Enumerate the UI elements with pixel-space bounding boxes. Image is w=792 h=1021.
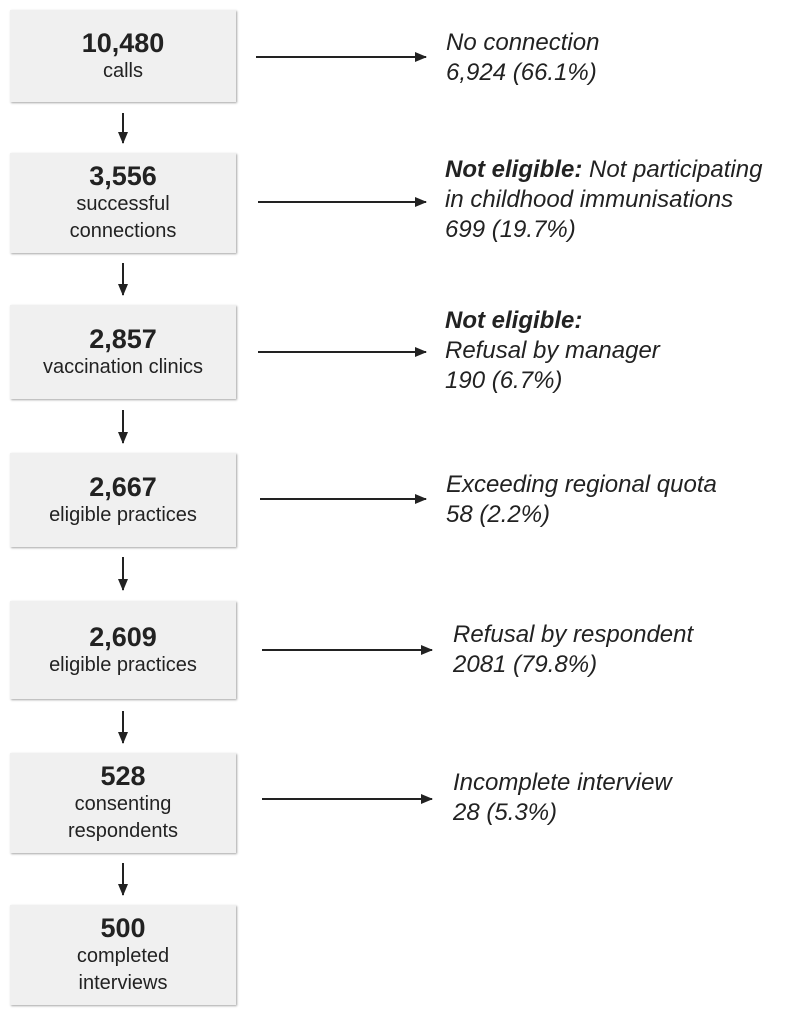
- exclusion-reason: Incomplete interview: [453, 769, 672, 796]
- exclusion-bold-prefix: Not eligible:: [445, 156, 583, 183]
- step-label: consenting: [74, 793, 172, 815]
- exclusion-reason: No connection: [446, 29, 600, 56]
- exclusion-reason: Refusal by respondent: [453, 621, 694, 648]
- exclusion-incomplete-interview: [453, 768, 672, 828]
- step-count: 528: [100, 761, 146, 791]
- step-count: 2,857: [89, 323, 157, 354]
- step-box-calls: [10, 10, 236, 102]
- exclusion-count: 6,924 (66.1%): [446, 59, 597, 86]
- step-count: 10,480: [81, 27, 165, 58]
- exclusion-reason-cont: in childhood immunisations: [445, 186, 734, 213]
- exclusion-count: 2081 (79.8%): [453, 651, 598, 678]
- step-label: connections: [69, 220, 177, 242]
- exclusion-count: 699 (19.7%): [445, 216, 576, 243]
- exclusion-regional-quota: [446, 470, 717, 530]
- step-label: calls: [102, 59, 143, 82]
- step-label: eligible practices: [49, 653, 197, 676]
- step-box-completed-interviews: [10, 905, 236, 1005]
- step-box-eligible-practices-2: [10, 601, 236, 699]
- step-box-consenting-respondents: [10, 753, 236, 853]
- exclusion-not-participating: [445, 155, 762, 245]
- exclusion-count: 58 (2.2%): [446, 501, 551, 528]
- step-box-vaccination-clinics: [10, 305, 236, 399]
- exclusion-bold-prefix: Not eligible:: [445, 307, 583, 334]
- step-label: vaccination clinics: [42, 355, 204, 378]
- step-label: successful: [76, 193, 170, 215]
- step-count: 3,556: [89, 161, 157, 191]
- step-box-successful-connections: [10, 153, 236, 253]
- exclusion-reason: Not participating: [582, 156, 763, 183]
- exclusion-count: 190 (6.7%): [445, 367, 563, 394]
- step-box-eligible-practices-1: [10, 453, 236, 547]
- step-label: completed: [76, 945, 170, 967]
- step-count: 2,609: [89, 621, 157, 652]
- step-label: respondents: [67, 820, 179, 842]
- exclusion-reason: Exceeding regional quota: [446, 471, 717, 498]
- step-count: 2,667: [89, 471, 157, 502]
- step-label: interviews: [78, 972, 168, 994]
- exclusion-refusal-by-manager: [445, 306, 660, 396]
- step-label: eligible practices: [49, 503, 197, 526]
- exclusion-count: 28 (5.3%): [453, 799, 558, 826]
- exclusion-refusal-by-respondent: [453, 620, 693, 680]
- step-count: 500: [100, 913, 146, 943]
- exclusion-no-connection: [446, 28, 599, 88]
- exclusion-reason: Refusal by manager: [445, 337, 660, 364]
